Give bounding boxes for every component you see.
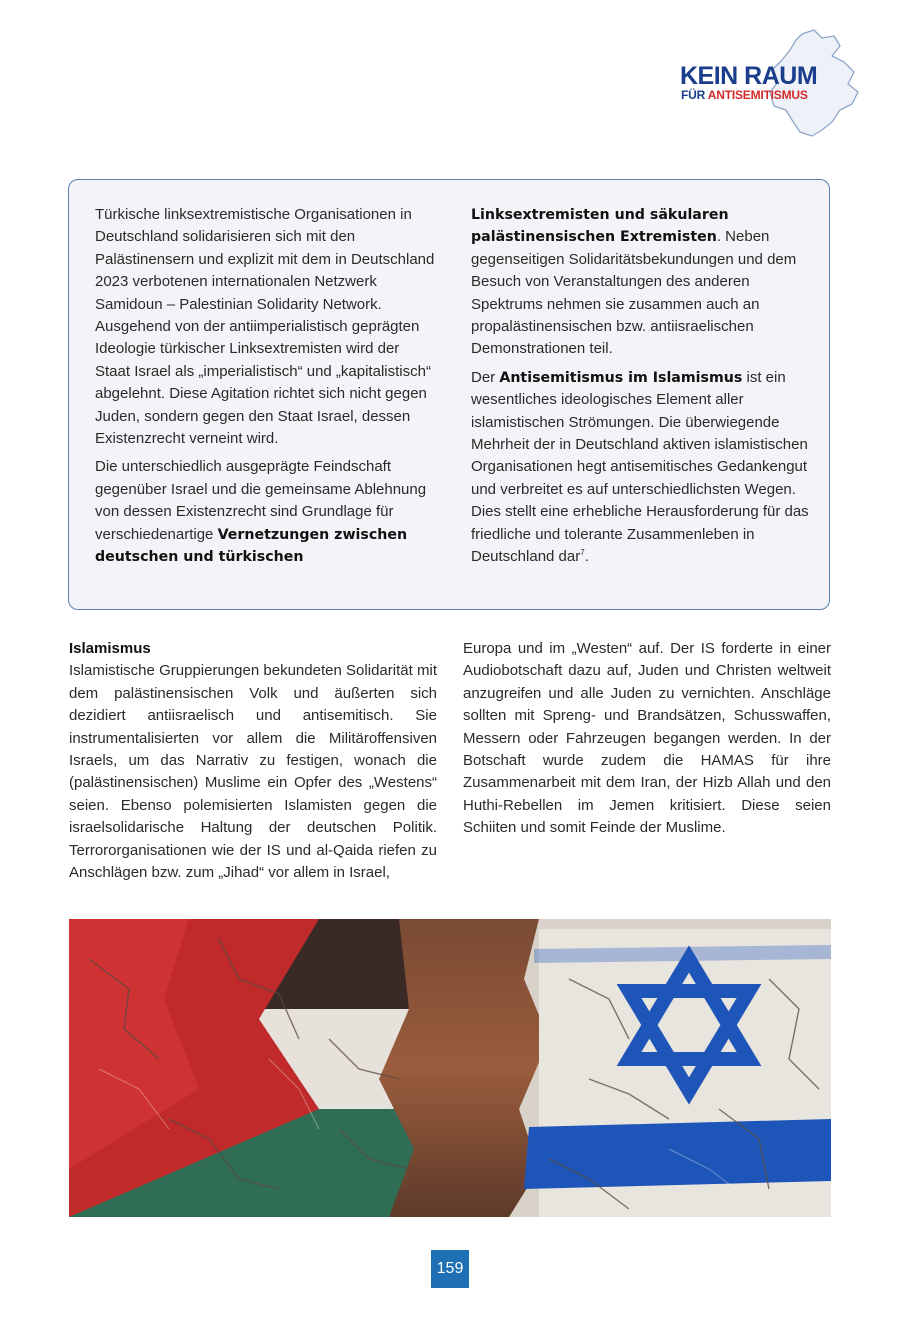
footnote-marker: 7: [580, 548, 585, 558]
info-left-paragraph-2: [95, 456, 435, 568]
logo-subtitle-fuer: FÜR: [681, 88, 706, 102]
flags-illustration: [69, 919, 831, 1217]
cracked-flags-image: [69, 919, 831, 1217]
info-box: [68, 179, 830, 610]
info-right-p1-bold: Linksextremisten und säkularen palästinensischen Extremisten: [471, 207, 729, 246]
logo-subtitle: [681, 88, 808, 102]
info-left-p2-text: Die unterschiedlich ausgeprägte Feindschaft gegenüber Israel und die gemeinsame Ablehnung von dessen Existenzrecht sind Grundlage für verschiedenartige: [95, 458, 427, 543]
main-left-paragraph: Islamistische Gruppierungen bekundeten Solidarität mit dem palästinensischen Volk und äußerten sich dezidiert antiisraelisch und antisemitisch. Sie instrumentalisierten vor allem die Militäroffensiven Israels, um das Narrativ zu festigen, wonach die (palästinensischen) Muslime ein Opfer des „Westens“ seien. Ebenso polemisierten Islamisten gegen die israelsolidarische Haltung der deutschen Politik. Terrororganisationen wie der IS und al-Qaida riefen zu Anschlägen bzw. zum „Jihad“ vor allem in Israel,: [69, 662, 437, 882]
page-number: 159: [431, 1250, 469, 1288]
info-box-left-column: [95, 204, 435, 575]
info-right-p2-end: .: [584, 548, 589, 566]
main-right-paragraph: Europa und im „Westen“ auf. Der IS forderte in einer Audiobotschaft dazu auf, Juden und Christen weltweit anzugreifen und alle Juden zu vernichten. Anschläge sollten mit Spreng- und Brandsätzen, Schusswaffen, Messern oder Fahrzeugen begangen werden. In der Botschaft wurde zudem die HAMAS für ihre Zusammenarbeit mit dem Iran, der Hizb Allah und den Huthi-Rebellen im Jemen kritisiert. Diese seien Schiiten und somit Feinde der Muslime.: [463, 640, 831, 837]
main-left-column: [69, 638, 437, 884]
section-heading: Islamismus: [69, 640, 151, 657]
info-left-p2-bold: Vernetzungen zwischen deutschen und türkischen: [95, 526, 408, 566]
logo-subtitle-antisemitismus: ANTISEMITISMUS: [707, 88, 808, 102]
logo-kein-raum: [672, 26, 864, 144]
info-right-paragraph-1: [471, 204, 811, 361]
main-right-column: [463, 638, 831, 840]
info-right-p2-bold: Antisemitismus im Islamismus: [499, 369, 743, 386]
info-box-right-column: [471, 204, 811, 575]
info-right-paragraph-2: [471, 367, 811, 569]
info-right-p1-text: . Neben gegenseitigen Solidaritätsbekundungen und dem Besuch von Veranstaltungen des anderen Spektrums nehmen sie zusammen auch an propalästinensischen bzw. antiisraelischen Demonstrationen teil.: [471, 228, 797, 358]
info-right-p2-text1: Der: [471, 368, 500, 386]
info-left-paragraph-1: Türkische linksextremistische Organisationen in Deutschland solidarisieren sich mit den Palästinensern und explizit mit dem in Deutschland 2023 verbotenen internationalen Netzwerk Samidoun – Palestinian Solidarity Network. Ausgehend von der antiimperialistisch geprägten Ideologie türkischer Linksextremisten wird der Staat Israel als „imperialistisch“ und „kapitalistisch“ abgelehnt. Diese Agitation richtet sich nicht gegen Juden, sondern gegen den Staat Israel, dessen Existenzrecht verneint wird.: [95, 206, 435, 448]
info-right-p2-text2: ist ein wesentliches ideologisches Element aller islamistischen Strömungen. Die überwiegende Mehrheit der in Deutschland aktiven islamistischen Organisationen hegt antisemitisches Gedankengut und verbreitet es auf unterschiedlichsten Wegen. Dies stellt eine erhebliche Herausforderung für das friedliche und tolerante Zusammenleben in Deutschland dar: [471, 368, 809, 566]
logo-title: KEIN RAUM: [680, 62, 818, 90]
